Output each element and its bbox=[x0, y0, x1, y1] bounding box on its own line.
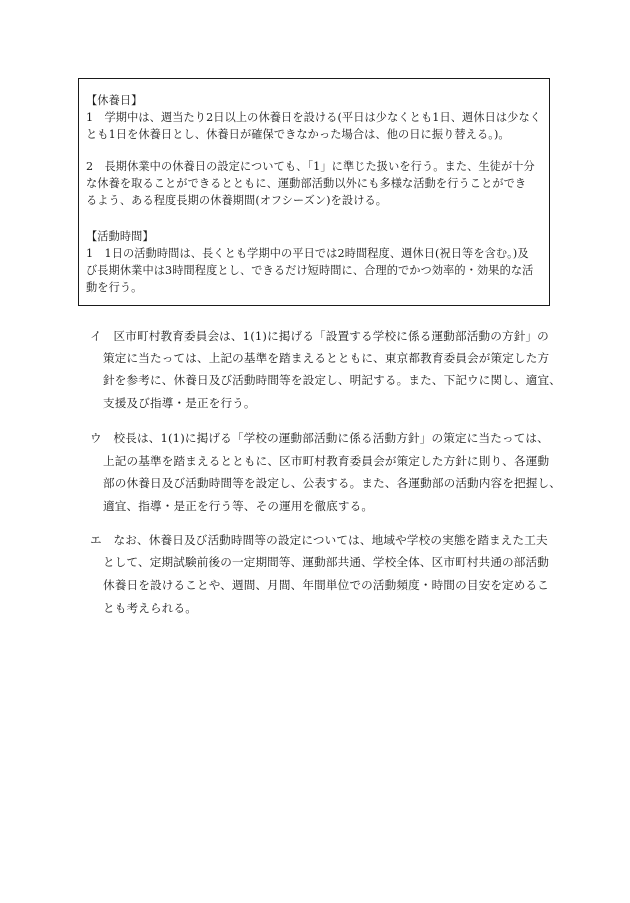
item-e-line1: エ なお、休養日及び活動時間等の設定については、地域や学校の実態を踏まえた工夫 bbox=[90, 533, 548, 547]
item-i-line3: 針を参考に、休養日及び活動時間等を設定し、明記する。また、下記ウに関し、適宜、 bbox=[103, 373, 562, 387]
item-e-line2: として、定期試験前後の一定期間等、運動部共通、学校全体、区市町村共通の部活動 bbox=[103, 555, 550, 569]
rest-item2-line1: 2 長期休業中の休養日の設定についても、「1」に準じた扱いを行う。また、生徒が十分 bbox=[86, 160, 535, 173]
hours-item1-line3: 動を行う。 bbox=[86, 281, 143, 294]
item-i-line1: イ 区市町村教育委員会は、1(1)に掲げる「設置する学校に係る運動部活動の方針」の bbox=[90, 329, 549, 343]
hours-item1-line1: 1 1日の活動時間は、長くとも学期中の平日では2時間程度、週休日(祝日等を含む。)及 bbox=[86, 247, 529, 260]
item-u-line3: 部の休養日及び活動時間等を設定し、公表する。また、各運動部の活動内容を把握し、 bbox=[103, 476, 562, 490]
rest-days-heading: 【休養日】 bbox=[86, 94, 143, 107]
item-e-line3: 休養日を設けることや、週間、月間、年間単位での活動頻度・時間の目安を定めるこ bbox=[103, 578, 550, 592]
rest-item2-line3: るよう、ある程度長期の休養期間(オフシーズン)を設ける。 bbox=[86, 194, 388, 207]
item-u-line4: 適宜、指導・是正を行う等、その運用を徹底する。 bbox=[103, 499, 374, 513]
item-u-line1: ウ 校長は、1(1)に掲げる「学校の運動部活動に係る活動方針」の策定に当たっては、 bbox=[90, 431, 549, 445]
rest-item2-line2: な休養を取ることができるとともに、運動部活動以外にも多様な活動を行うことができ bbox=[86, 177, 527, 190]
item-u-line2: 上記の基準を踏まえるとともに、区市町村教育委員会が策定した方針に則り、各運動 bbox=[103, 454, 550, 468]
rest-item1-line2: とも1日を休養日とし、休養日が確保できなかった場合は、他の日に振り替える。)。 bbox=[86, 128, 510, 141]
rest-item1-line1: 1 学期中は、週当たり2日以上の休養日を設ける(平日は少なくとも1日、週休日は少なく bbox=[86, 111, 542, 124]
hours-item1-line2: び長期休業中は3時間程度とし、できるだけ短時間に、合理的でかつ効率的・効果的な活 bbox=[86, 264, 534, 277]
item-i-line4: 支援及び指導・是正を行う。 bbox=[103, 396, 256, 410]
hours-heading: 【活動時間】 bbox=[86, 230, 154, 243]
item-e-line4: とも考えられる。 bbox=[103, 601, 197, 615]
item-i-line2: 策定に当たっては、上記の基準を踏まえるとともに、東京都教育委員会が策定した方 bbox=[103, 351, 550, 365]
